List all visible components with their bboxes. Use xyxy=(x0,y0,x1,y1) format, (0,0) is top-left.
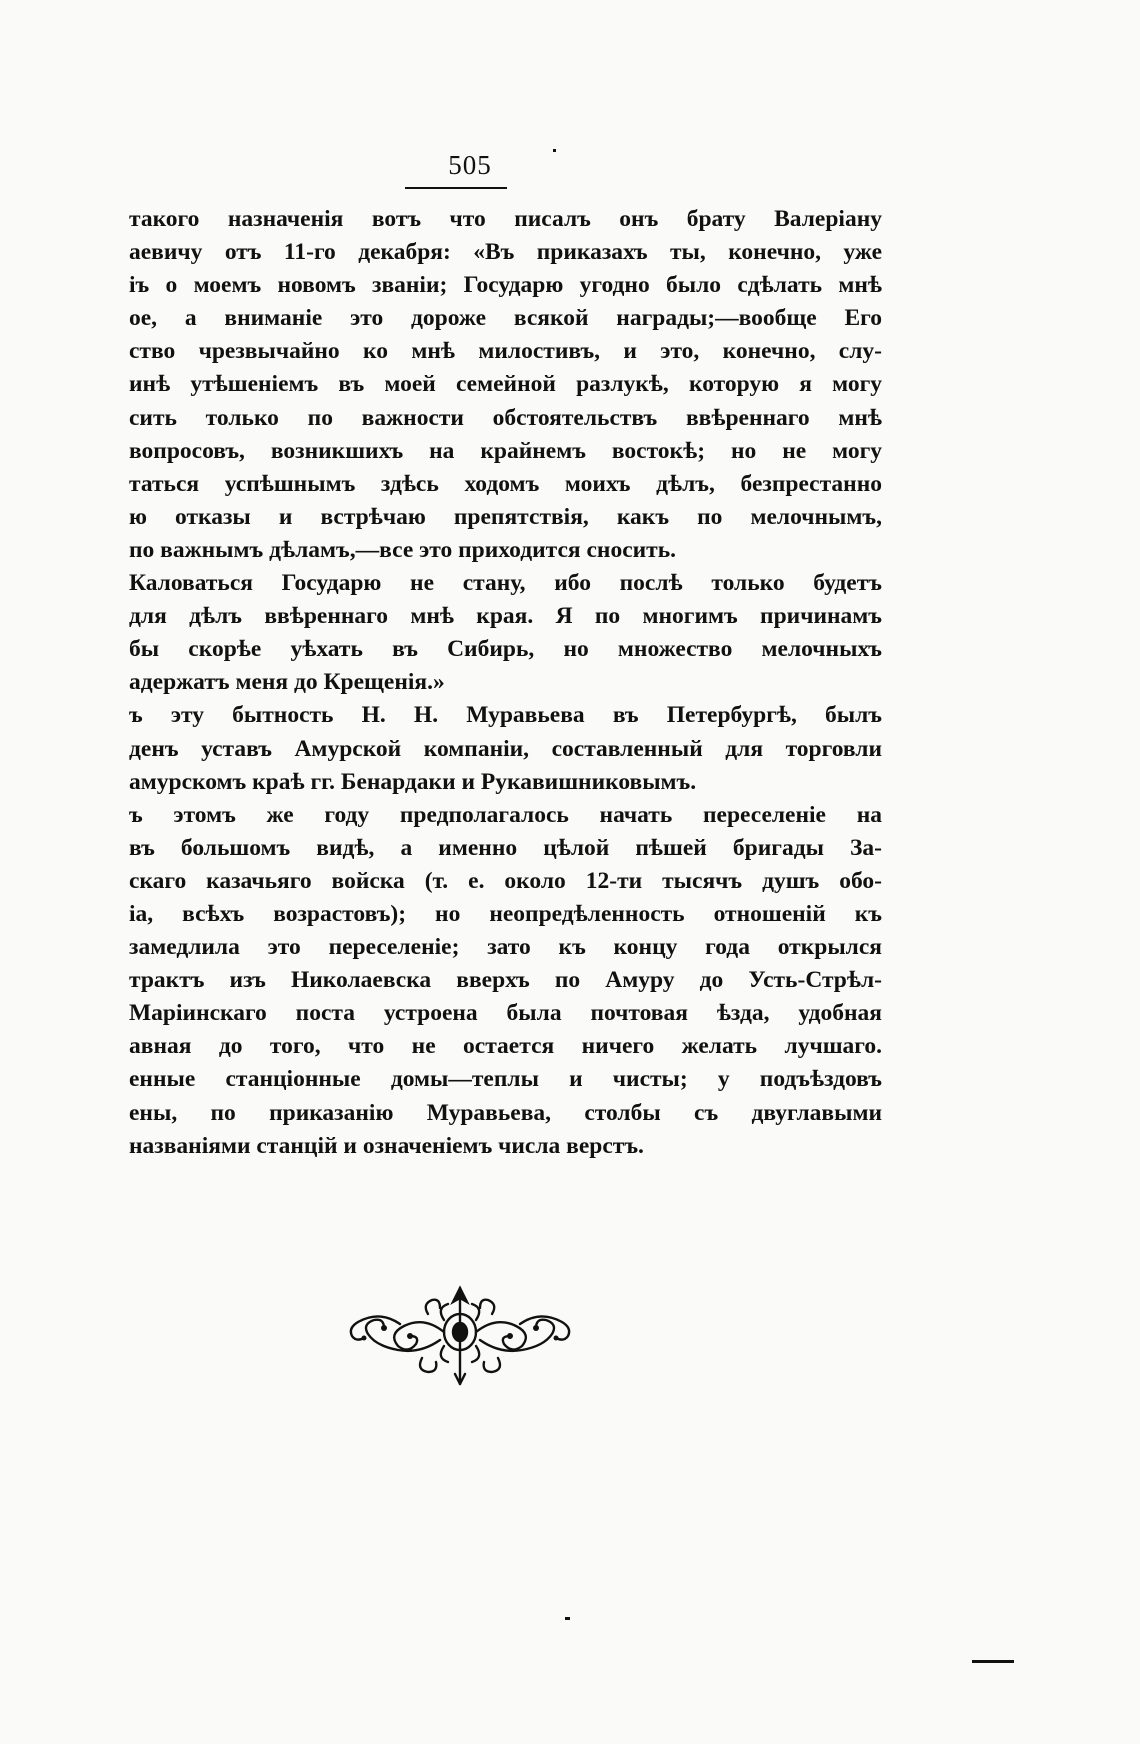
text-line: денъ уставъ Амурской компаніи, составленный для торговли xyxy=(129,735,882,762)
text-line: іа, всѣхъ возрастовъ); но неопредѣленность отношеній къ xyxy=(129,900,882,927)
text-line: енные станціонные домы—теплы и чисты; у подъѣздовъ xyxy=(129,1066,882,1093)
text-line: названіями станцій и означеніемъ числа верстъ. xyxy=(129,1132,644,1159)
text-line: инѣ утѣшеніемъ въ моей семейной разлукѣ, которую я могу xyxy=(129,371,882,398)
text-line: адержатъ меня до Крещенія.» xyxy=(129,669,445,696)
text-line: для дѣлъ ввѣреннаго мнѣ края. Я по многимъ причинамъ xyxy=(129,603,882,630)
page-number: 505 xyxy=(448,150,492,180)
text-line: ство чрезвычайно ко мнѣ милостивъ, и это, конечно, слу- xyxy=(129,338,882,365)
bottom-right-rule xyxy=(972,1660,1014,1663)
text-line: Каловаться Государю не стану, ибо послѣ только будетъ xyxy=(129,570,882,597)
page-number-rule xyxy=(405,187,507,189)
text-line: амурскомъ краѣ гг. Бенардаки и Рукавишниковымъ. xyxy=(129,768,697,795)
text-line: авная до того, что не остается ничего желать лучшаго. xyxy=(129,1033,882,1060)
text-line: по важнымъ дѣламъ,—все это приходится сносить. xyxy=(129,536,677,563)
text-line: такого назначенія вотъ что писалъ онъ брату Валеріану xyxy=(129,206,882,232)
speck xyxy=(553,149,556,152)
text-line: въ большомъ видѣ, а именно цѣлой пѣшей бригады За- xyxy=(129,834,882,861)
speck xyxy=(565,1617,570,1620)
text-line: бы скорѣе уѣхать въ Сибирь, но множество мелочныхъ xyxy=(129,636,882,663)
body-text xyxy=(129,203,882,1163)
text-line: іъ о моемъ новомъ званіи; Государю угодно было сдѣлать мнѣ xyxy=(129,272,882,299)
text-line: аевичу отъ 11-го декабря: «Въ приказахъ ты, конечно, уже xyxy=(129,239,882,266)
floral-ornament-icon xyxy=(340,1280,580,1390)
text-line: Маріинскаго поста устроена была почтовая ѣзда, удобная xyxy=(129,1000,882,1027)
text-line: скаго казачьяго войска (т. е. около 12-ти тысячъ душъ обо- xyxy=(129,867,882,894)
text-line: ъ этомъ же году предполагалось начать переселеніе на xyxy=(129,801,882,828)
text-line: вопросовъ, возникшихъ на крайнемъ востокѣ; но не могу xyxy=(129,437,882,464)
text-line: ъ эту бытность Н. Н. Муравьева въ Петербургѣ, былъ xyxy=(129,702,882,729)
text-line: сить только по важности обстоятельствъ ввѣреннаго мнѣ xyxy=(129,404,882,431)
text-line: замедлила это переселеніе; зато къ концу года открылся xyxy=(129,934,882,961)
text-line: ое, а вниманіе это дороже всякой награды;—вообще Его xyxy=(129,305,882,332)
text-line: ю отказы и встрѣчаю препятствія, какъ по мелочнымъ, xyxy=(129,503,882,530)
text-line: ены, по приказанію Муравьева, столбы съ двуглавыми xyxy=(129,1099,882,1126)
text-line: трактъ изъ Николаевска вверхъ по Амуру до Усть-Стрѣл- xyxy=(129,967,882,994)
text-line: таться успѣшнымъ здѣсь ходомъ моихъ дѣлъ, безпрестанно xyxy=(129,470,882,497)
